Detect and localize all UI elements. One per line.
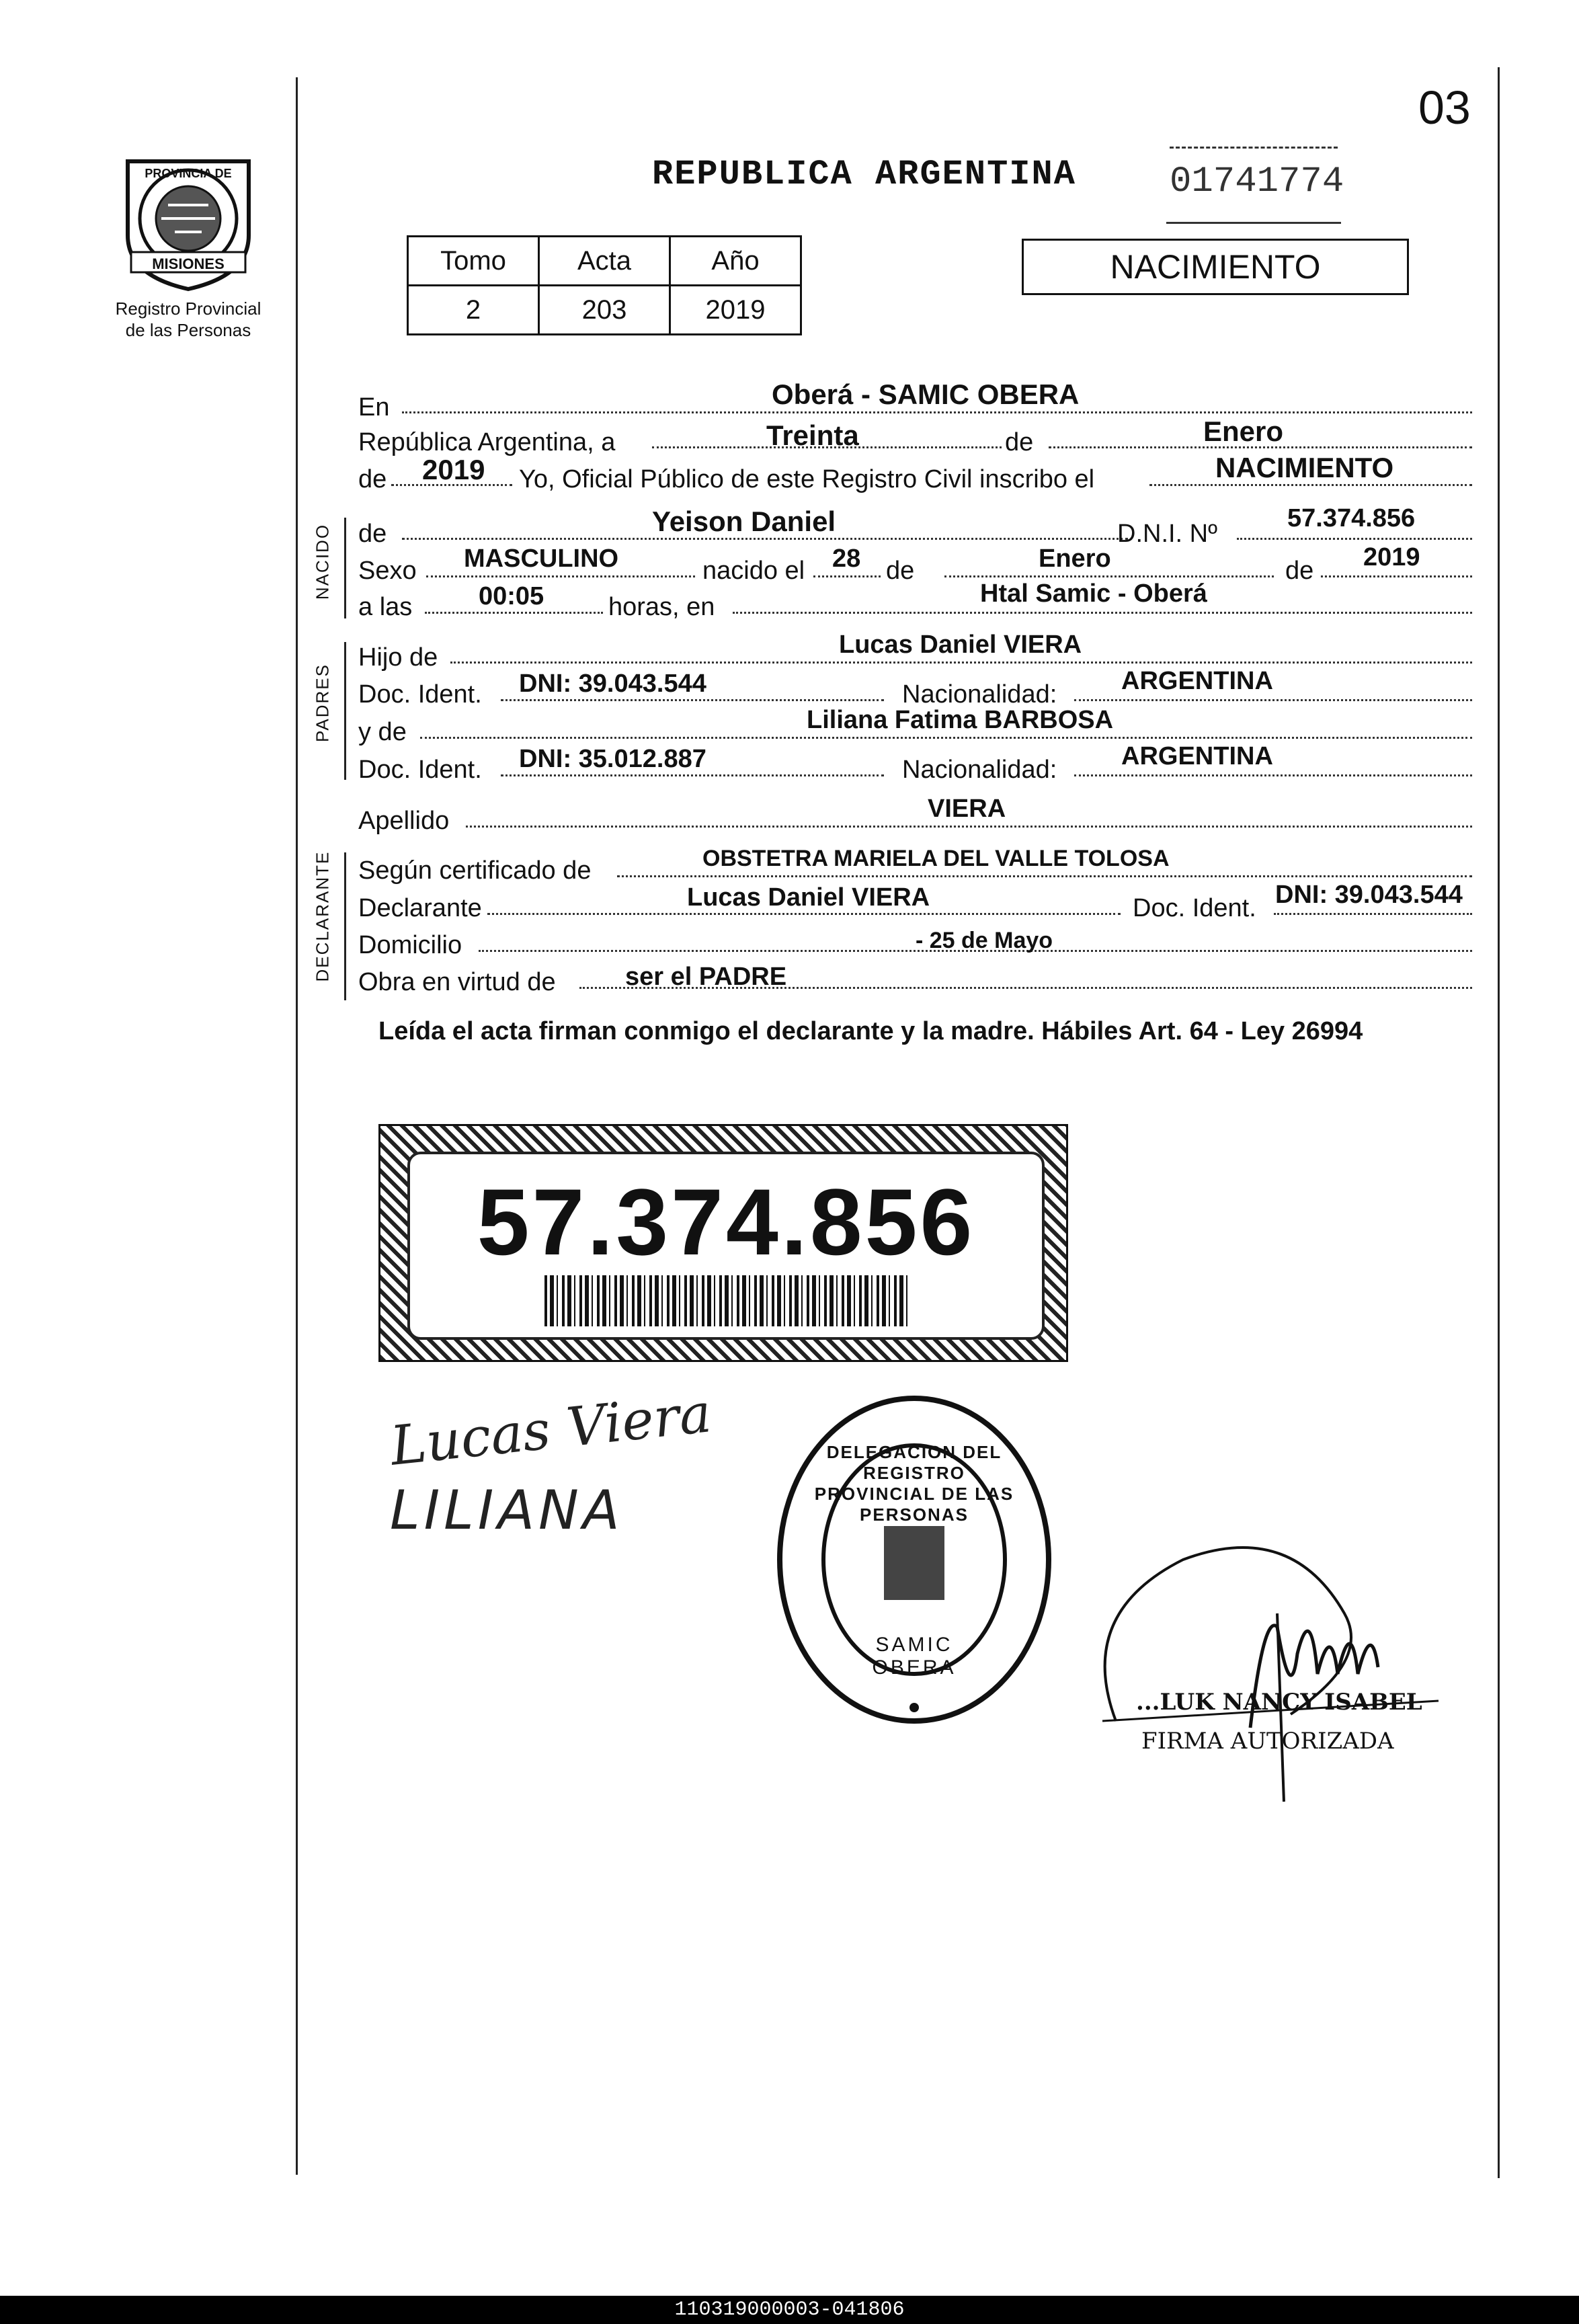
child-name: Yeison Daniel — [652, 506, 836, 537]
logo-text-bottom: MISIONES — [152, 255, 225, 272]
father-nationality: ARGENTINA — [1121, 667, 1273, 695]
registry-logo — [101, 134, 276, 296]
dni-sticker-inner — [407, 1152, 1045, 1340]
sexo-label: Sexo — [358, 557, 417, 585]
logo-text-top: PROVINCIA DE — [145, 167, 232, 180]
decl-doc: DNI: 39.043.544 — [1275, 881, 1463, 909]
father-dots — [450, 662, 1472, 664]
registry-name-line1: Registro Provincial — [115, 298, 261, 319]
decl-doc-label: Doc. Ident. — [1133, 894, 1256, 922]
stamp-ring-text: DELEGACION DEL REGISTRO PROVINCIAL DE LAS PERSONAS — [814, 1442, 1014, 1525]
child-dni: 57.374.856 — [1287, 504, 1416, 532]
name-dots — [402, 538, 1128, 540]
birth-time: 00:05 — [479, 582, 544, 610]
sexo-dots — [426, 575, 695, 577]
decl-label: Declarante — [358, 894, 482, 922]
de-year-label: de — [358, 465, 387, 493]
time-dots — [425, 612, 603, 614]
intro-sentence: Yo, Oficial Público de este Registro Civil inscribo el — [519, 465, 1095, 493]
closing-text: Leída el acta firman conmigo el declarante y la madre. Hábiles Art. 64 - Ley 26994 — [378, 1017, 1363, 1045]
father-doc: DNI: 39.043.544 — [519, 670, 706, 698]
father-doc-dots — [501, 699, 884, 701]
birth-month-dots — [944, 575, 1274, 577]
footer-bar — [0, 2296, 1579, 2324]
serial-top-line — [1170, 147, 1338, 149]
month-value: Enero — [1203, 415, 1284, 447]
serial-number: 01741774 — [1170, 161, 1344, 202]
mother-nat-dots — [1074, 774, 1472, 776]
decl-name: Lucas Daniel VIERA — [687, 883, 930, 912]
year-value: 2019 — [422, 454, 485, 485]
mother-doc-dots — [501, 774, 884, 776]
padres-bracket — [344, 642, 346, 780]
mother-nat-label: Nacionalidad: — [902, 756, 1057, 784]
birth-day: 28 — [832, 545, 861, 573]
nacido-section-label: NACIDO — [312, 523, 333, 600]
decl-doc-dots — [1274, 913, 1472, 915]
inscription-dots — [1149, 484, 1472, 486]
birth-place-dots — [733, 612, 1472, 614]
dni-number: 57.374.856 — [477, 1169, 975, 1275]
republica-label: República Argentina, a — [358, 428, 616, 456]
day-value: Treinta — [766, 419, 859, 451]
obra-label: Obra en virtud de — [358, 968, 556, 996]
nacido-bracket — [344, 518, 346, 618]
sexo-value: MASCULINO — [464, 545, 619, 573]
de-label: de — [1005, 428, 1034, 456]
birth-year-dots — [1321, 575, 1472, 577]
padres-section-label: PADRES — [312, 664, 333, 742]
apellido-label: Apellido — [358, 807, 450, 835]
father-nat-dots — [1074, 699, 1472, 701]
cert-label: Según certificado de — [358, 856, 592, 885]
birth-year: 2019 — [1363, 543, 1420, 571]
right-margin-line — [1498, 67, 1500, 2178]
tomo-header: Tomo — [408, 237, 539, 286]
place-dots — [402, 411, 1472, 413]
acta-value: 203 — [539, 286, 670, 335]
dom-label: Domicilio — [358, 931, 462, 959]
horas-label: horas, en — [608, 593, 715, 621]
hijo-label: Hijo de — [358, 643, 438, 672]
father-signature: Lucas Viera — [387, 1381, 715, 1478]
nacido-el-label: nacido el — [702, 557, 805, 585]
dni-dots — [1237, 538, 1472, 540]
acta-header: Acta — [539, 237, 670, 286]
cert-dots — [617, 875, 1472, 877]
nacido-de-label: de — [358, 520, 387, 548]
apellido-value: VIERA — [928, 795, 1006, 823]
barcode — [544, 1275, 907, 1326]
declarante-section-label: DECLARANTE — [312, 850, 333, 982]
record-table — [407, 235, 802, 335]
birth-day-dots — [813, 575, 881, 577]
father-name: Lucas Daniel VIERA — [839, 631, 1082, 659]
official-title: FIRMA AUTORIZADA — [1141, 1728, 1394, 1755]
mother-name: Liliana Fatima BARBOSA — [807, 706, 1114, 734]
dom-value: - 25 de Mayo — [916, 928, 1053, 953]
tomo-value: 2 — [408, 286, 539, 335]
obra-value: ser el PADRE — [625, 963, 787, 991]
dni-label: D.N.I. Nº — [1117, 520, 1217, 548]
page-title: REPUBLICA ARGENTINA — [652, 155, 1076, 194]
footer-code: 110319000003-041806 — [674, 2298, 905, 2321]
stamp-inner-text: SAMIC OBERA — [872, 1634, 957, 1679]
dni-sticker — [378, 1124, 1068, 1362]
page-number: 03 — [1418, 81, 1471, 134]
mother-doc: DNI: 35.012.887 — [519, 745, 706, 773]
place-value: Oberá - SAMIC OBERA — [772, 378, 1080, 410]
registry-name — [67, 298, 309, 341]
declarante-bracket — [344, 852, 346, 1000]
birth-place: Htal Samic - Oberá — [980, 579, 1207, 608]
mother-dots — [420, 737, 1472, 739]
official-name: ...LUK NANCY ISABEL — [1136, 1689, 1422, 1716]
act-type-box: NACIMIENTO — [1022, 239, 1409, 295]
ano-value: 2019 — [670, 286, 801, 335]
yde-label: y de — [358, 718, 407, 746]
left-margin-line — [296, 77, 298, 2175]
birth-month: Enero — [1039, 545, 1111, 573]
apellido-dots — [466, 826, 1472, 828]
de2-label: de — [886, 557, 915, 585]
de3-label: de — [1285, 557, 1314, 585]
signature-scribble-icon — [1089, 1506, 1465, 1808]
mother-nationality: ARGENTINA — [1121, 742, 1273, 770]
cert-value: OBSTETRA MARIELA DEL VALLE TOLOSA — [702, 846, 1170, 871]
ano-header: Año — [670, 237, 801, 286]
serial-underline — [1166, 222, 1341, 224]
a-las-label: a las — [358, 593, 413, 621]
mother-signature: LILIANA — [390, 1479, 624, 1541]
inscription-value: NACIMIENTO — [1215, 452, 1394, 483]
en-label: En — [358, 393, 390, 422]
official-signature — [1089, 1506, 1465, 1808]
father-doc-label: Doc. Ident. — [358, 680, 482, 709]
mother-doc-label: Doc. Ident. — [358, 756, 482, 784]
decl-dots — [487, 913, 1121, 915]
registry-name-line2: de las Personas — [125, 320, 251, 340]
father-nat-label: Nacionalidad: — [902, 680, 1057, 709]
registry-stamp — [773, 1392, 1055, 1728]
